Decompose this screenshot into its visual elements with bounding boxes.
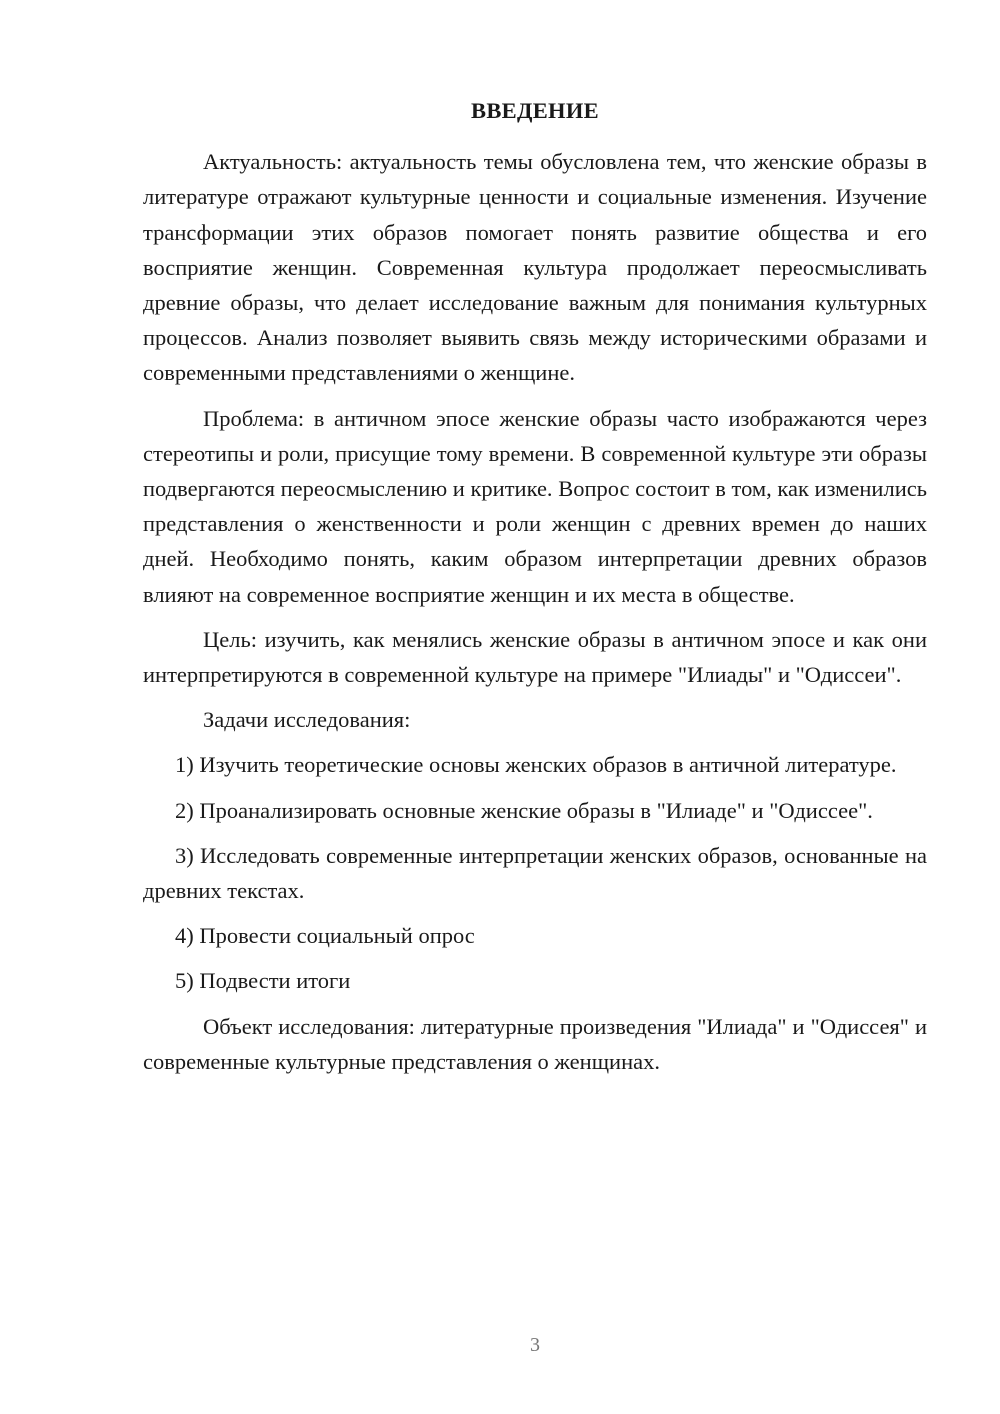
goal-paragraph: Цель: изучить, как менялись женские образы в античном эпосе и как они интерпретируются в современной культуре на примере "Илиады" и "Одиссеи". [143,626,927,688]
page-number: 3 [530,1334,540,1356]
task-item-3: 3) Исследовать современные интерпретации женских образов, основанные на древних текстах. [143,842,927,904]
problem-paragraph: Проблема: в античном эпосе женские образы часто изображаются через стереотипы и роли, присущие тому времени. В современной культуре эти образы подвергаются переосмыслению и критике. Вопрос состоит в том, как изменились представления о женственности и роли женщин с древних времен до наших дней. Необходимо понять, каким образом интерпретации древних образов влияют на современное восприятие женщин и их места в обществе. [143,405,927,607]
object-paragraph: Объект исследования: литературные произведения "Илиада" и "Одиссея" и современные культурные представления о женщинах. [143,1013,927,1074]
section-title: ВВЕДЕНИЕ [471,98,599,123]
task-item-1: 1) Изучить теоретические основы женских образов в античной литературе. [175,752,897,778]
task-item-2: 2) Проанализировать основные женские образы в "Илиаде" и "Одиссее". [175,797,873,823]
task-item-4: 4) Провести социальный опрос [175,923,475,949]
relevance-paragraph: Актуальность: актуальность темы обусловлена тем, что женские образы в литературе отражают культурные ценности и социальные изменения. Изучение трансформации этих образов помогает понять развитие общества и его восприятие женщин. Современная культура продолжает переосмысливать древние образы, что делает исследование важным для понимания культурных процессов. Анализ позволяет выявить связь между историческими образами и современными представлениями о женщине. [143,149,927,386]
tasks-heading: Задачи исследования: [203,707,411,733]
page-content [143,93,927,1089]
task-item-5: 5) Подвести итоги [175,968,351,994]
